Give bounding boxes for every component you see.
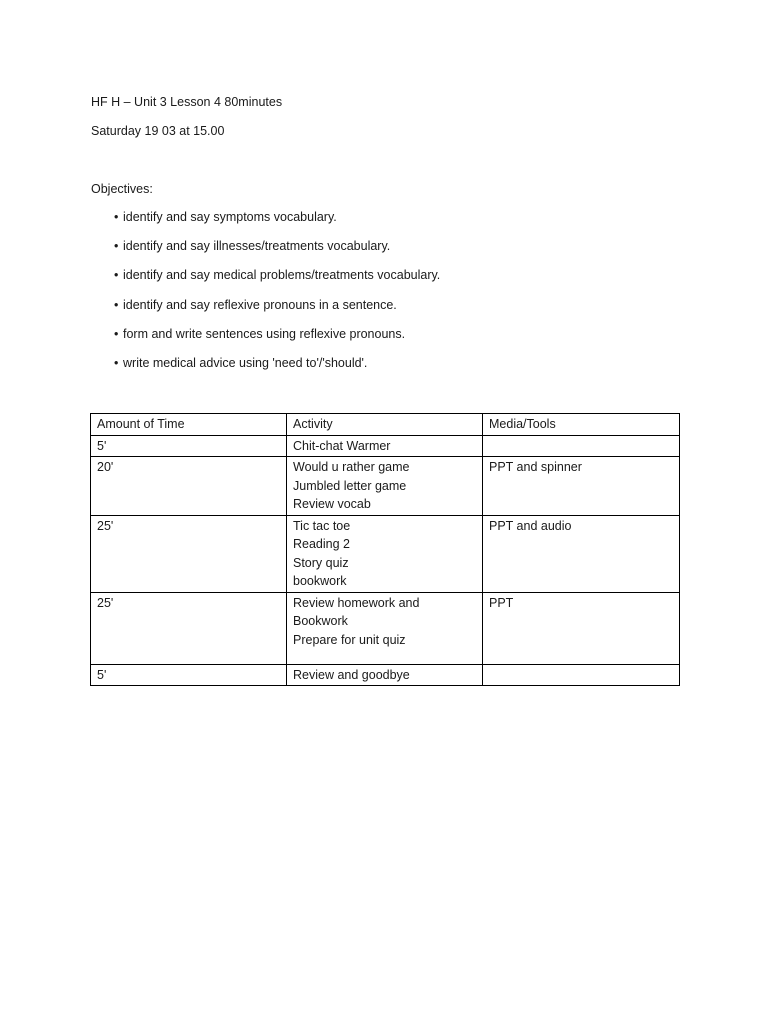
activity-line: bookwork <box>293 574 347 588</box>
header-media-tools: Media/Tools <box>483 414 680 436</box>
activity-line: Bookwork <box>293 614 348 628</box>
lesson-title: HF H – Unit 3 Lesson 4 80minutes <box>91 95 283 109</box>
time-cell: 5' <box>91 435 287 457</box>
objective-item: • identify and say illnesses/treatments vocabulary. <box>114 239 391 254</box>
media-cell <box>483 435 680 457</box>
objective-item: • identify and say medical problems/treatments vocabulary. <box>114 268 441 283</box>
bullet-icon: • <box>114 297 119 312</box>
table-header-row <box>91 414 680 436</box>
header-amount-of-time: Amount of Time <box>91 414 287 436</box>
activity-cell <box>287 435 483 457</box>
table-row <box>91 592 680 664</box>
activity-line: Reading 2 <box>293 537 350 551</box>
bullet-icon: • <box>114 268 119 283</box>
table-row <box>91 664 680 686</box>
lesson-plan-table <box>90 413 680 686</box>
table-row <box>91 435 680 457</box>
activity-cell <box>287 664 483 686</box>
objective-item: • identify and say reflexive pronouns in a sentence. <box>114 297 397 312</box>
activity-line: Review vocab <box>293 497 371 511</box>
objective-item: • identify and say symptoms vocabulary. <box>114 210 337 224</box>
bullet-icon: • <box>114 326 119 341</box>
time-cell: 25' <box>91 592 287 664</box>
lesson-date: Saturday 19 03 at 15.00 <box>91 124 225 138</box>
table-row <box>91 457 680 516</box>
time-cell: 5' <box>91 664 287 686</box>
activity-line: Jumbled letter game <box>293 478 407 493</box>
activity-line: Prepare for unit quiz <box>293 632 406 647</box>
bullet-icon: • <box>114 355 119 370</box>
objectives-heading: Objectives: <box>91 182 153 196</box>
media-cell: PPT and audio <box>483 515 680 592</box>
objective-item: • write medical advice using 'need to'/'should'. <box>114 355 368 370</box>
activity-cell <box>287 515 483 592</box>
activity-cell <box>287 592 483 664</box>
header-activity: Activity <box>287 414 483 436</box>
activity-line: Tic tac toe <box>293 518 351 533</box>
objective-item: • form and write sentences using reflexive pronouns. <box>114 326 406 341</box>
objectives-list <box>114 209 440 384</box>
bullet-icon: • <box>114 239 119 254</box>
activity-line: Story quiz <box>293 555 349 570</box>
activity-line: Would u rather game <box>293 460 410 474</box>
activity-line: Chit-chat Warmer <box>293 438 391 453</box>
activity-line: Review homework and <box>293 595 420 610</box>
media-cell: PPT and spinner <box>483 457 680 516</box>
activity-line: Review and goodbye <box>293 667 410 682</box>
activity-cell <box>287 457 483 516</box>
time-cell: 20' <box>91 457 287 516</box>
bullet-icon: • <box>114 210 119 224</box>
media-cell: PPT <box>483 592 680 664</box>
time-cell: 25' <box>91 515 287 592</box>
media-cell <box>483 664 680 686</box>
table-row <box>91 515 680 592</box>
